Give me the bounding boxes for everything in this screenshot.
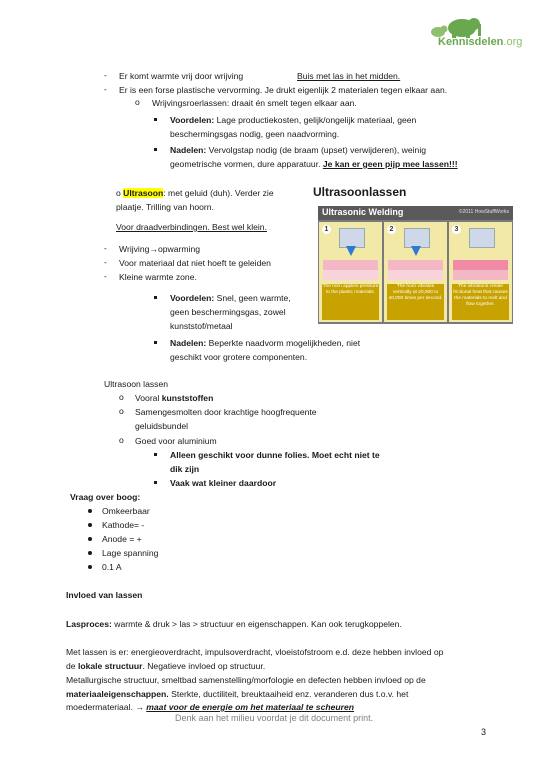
figure-panel [319, 222, 382, 322]
text-line: kunststof/metaal [170, 321, 233, 331]
dot-bullet [88, 509, 92, 513]
figure-panel [384, 222, 447, 322]
panel-caption: The horn vibrates vertically at 20,000 to 40,000 times per second. [387, 284, 444, 320]
text-line [66, 660, 265, 672]
circle-bullet: o [119, 435, 124, 445]
page-number: 3 [481, 727, 487, 737]
nadelen-text: geometrische vormen, dure apparatuur. [170, 159, 323, 169]
text-line: geen beschermingsgas, zowel [170, 307, 286, 317]
lasproces-label: Lasproces: [66, 619, 112, 629]
square-bullet [154, 296, 157, 299]
text-line [170, 158, 458, 170]
text-line [135, 392, 213, 404]
list-item: Kathode= - [102, 520, 145, 530]
text-line: plaatje. Trilling van hoorn. [116, 202, 214, 212]
voordelen-text: Lage productiekosten, gelijk/ongelijk materiaal, geen [214, 115, 417, 125]
text-line: geschikt voor grotere componenten. [170, 352, 308, 362]
text-line: Wrijvingsroerlassen: draait én smelt tegen elkaar aan. [152, 98, 357, 108]
dash-bullet: - [104, 84, 107, 94]
text-line: Kleine warmte zone. [119, 272, 197, 282]
circle-bullet: o [135, 97, 140, 107]
dot-bullet [88, 565, 92, 569]
text-line: Samengesmolten door krachtige hoogfrequente [135, 407, 317, 417]
section-title: Invloed van lassen [66, 590, 143, 600]
voordelen-label: Voordelen: [170, 115, 215, 125]
text-line [66, 688, 408, 700]
figure-credit: ©2011 HowStuffWorks [458, 209, 509, 215]
kennisdelen-logo [422, 16, 534, 52]
nadelen-label: Nadelen: [170, 338, 207, 348]
text: Vooral [135, 393, 162, 403]
text: : met geluid (duh). Verder zie [163, 188, 274, 198]
bold-text: materiaaleigenschappen. [66, 689, 169, 699]
footer-note: Denk aan het milieu voordat je dit document print. [175, 713, 374, 723]
text: . Negatieve invloed op structuur. [142, 661, 266, 671]
text-line: Alleen geschikt voor dunne folies. Moet echt niet te [170, 450, 380, 460]
text-line [116, 187, 274, 199]
nadelen-text: Beperkte naadvorm mogelijkheden, niet [206, 338, 361, 348]
text-line: Met lassen is er: energieoverdracht, impulsoverdracht, vloeistofstroom e.d. deze hebben invloed op [66, 647, 444, 657]
circle-bullet: o [119, 406, 124, 416]
square-bullet [154, 453, 157, 456]
text-line: beschermingsgas nodig, geen naadvorming. [170, 129, 340, 139]
horn-icon [469, 228, 495, 248]
dash-bullet: - [104, 243, 107, 253]
text-line [66, 701, 354, 713]
text: moedermateriaal. → [66, 702, 147, 712]
text-line: Er is een forse plastische vervorming. Je drukt eigenlijk 2 materialen tegen elkaar aan. [119, 85, 448, 95]
voordelen-text: Snel, geen warmte, [214, 293, 291, 303]
text-line: Voor materiaal dat niet hoeft te geleiden [119, 258, 271, 268]
horn-icon [339, 228, 365, 248]
list-item: 0.1 A [102, 562, 122, 572]
nadelen-label: Nadelen: [170, 145, 207, 155]
square-bullet [154, 118, 157, 121]
emphasis-text: Je kan er geen pijp mee lassen!!! [322, 159, 458, 169]
panel-caption: The horn applies pressure to the plastic materials. [322, 284, 379, 320]
dot-bullet [88, 523, 92, 527]
text-line [66, 618, 402, 630]
dash-bullet: - [104, 257, 107, 267]
square-bullet [154, 481, 157, 484]
section-title: Ultrasoon lassen [104, 379, 169, 389]
horn-icon [404, 228, 430, 248]
text-line-underlined: Voor draadverbindingen. Best wel klein. [116, 222, 267, 232]
text-line-underlined: Buis met las in het midden. [297, 71, 401, 81]
figure-title: Ultrasonic Welding [322, 207, 404, 217]
panel-caption: The vibrations create frictional heat that causes the materials to melt and flow together. [452, 284, 509, 320]
dash-bullet: - [104, 271, 107, 281]
elephant-icon [424, 16, 484, 38]
emphasis-text: maat voor de energie om het materiaal te scheuren [146, 702, 355, 712]
ultrasonic-welding-figure [318, 206, 513, 324]
text: de [66, 661, 78, 671]
text-line: geluidsbundel [135, 421, 189, 431]
dot-bullet [88, 551, 92, 555]
text-line: Er komt warmte vrij door wrijving [119, 71, 244, 81]
voordelen-label: Voordelen: [170, 293, 215, 303]
circle-prefix: o [116, 188, 124, 198]
figure-heading: Ultrasoonlassen [313, 185, 407, 199]
dot-bullet [88, 537, 92, 541]
circle-bullet: o [119, 392, 124, 402]
list-item: Lage spanning [102, 548, 159, 558]
nadelen-text: Vervolgstap nodig (de braam (upset) verwijderen), weinig [206, 145, 427, 155]
ultrasoon-highlight: Ultrasoon [123, 188, 164, 198]
section-title: Vraag over boog: [70, 492, 141, 502]
arrow-down-icon [411, 246, 421, 256]
logo-name: Kennisdelen [438, 36, 504, 48]
panel-number: 3 [452, 225, 461, 234]
text-line [170, 337, 360, 349]
text: warmte & druk > las > structuur en eigenschappen. Kan ook terugkoppelen. [111, 619, 402, 629]
arrow-down-icon [346, 246, 356, 256]
text-line: Goed voor aluminium [135, 436, 217, 446]
text-line [170, 114, 416, 126]
square-bullet [154, 148, 157, 151]
text-line: Wrijving→opwarming [119, 244, 201, 254]
list-item: Anode = + [102, 534, 142, 544]
text: Sterkte, ductiliteit, breuktaaiheid enz. veranderen dus t.o.v. het [168, 689, 409, 699]
panel-number: 1 [322, 225, 331, 234]
logo-tld: .org [503, 36, 523, 48]
bold-text: lokale structuur [77, 661, 143, 671]
figure-panel [449, 222, 512, 322]
text-line [170, 292, 291, 304]
text-line: Vaak wat kleiner daardoor [170, 478, 277, 488]
dash-bullet: - [104, 70, 107, 80]
bold-text: kunststoffen [161, 393, 214, 403]
text-line [170, 144, 426, 156]
square-bullet [154, 341, 157, 344]
text-line: dik zijn [170, 464, 200, 474]
text-line: Metallurgische structuur, smeltbad samenstelling/morfologie en defecten hebben invloed op de [66, 675, 426, 685]
panel-number: 2 [387, 225, 396, 234]
list-item: Omkeerbaar [102, 506, 150, 516]
